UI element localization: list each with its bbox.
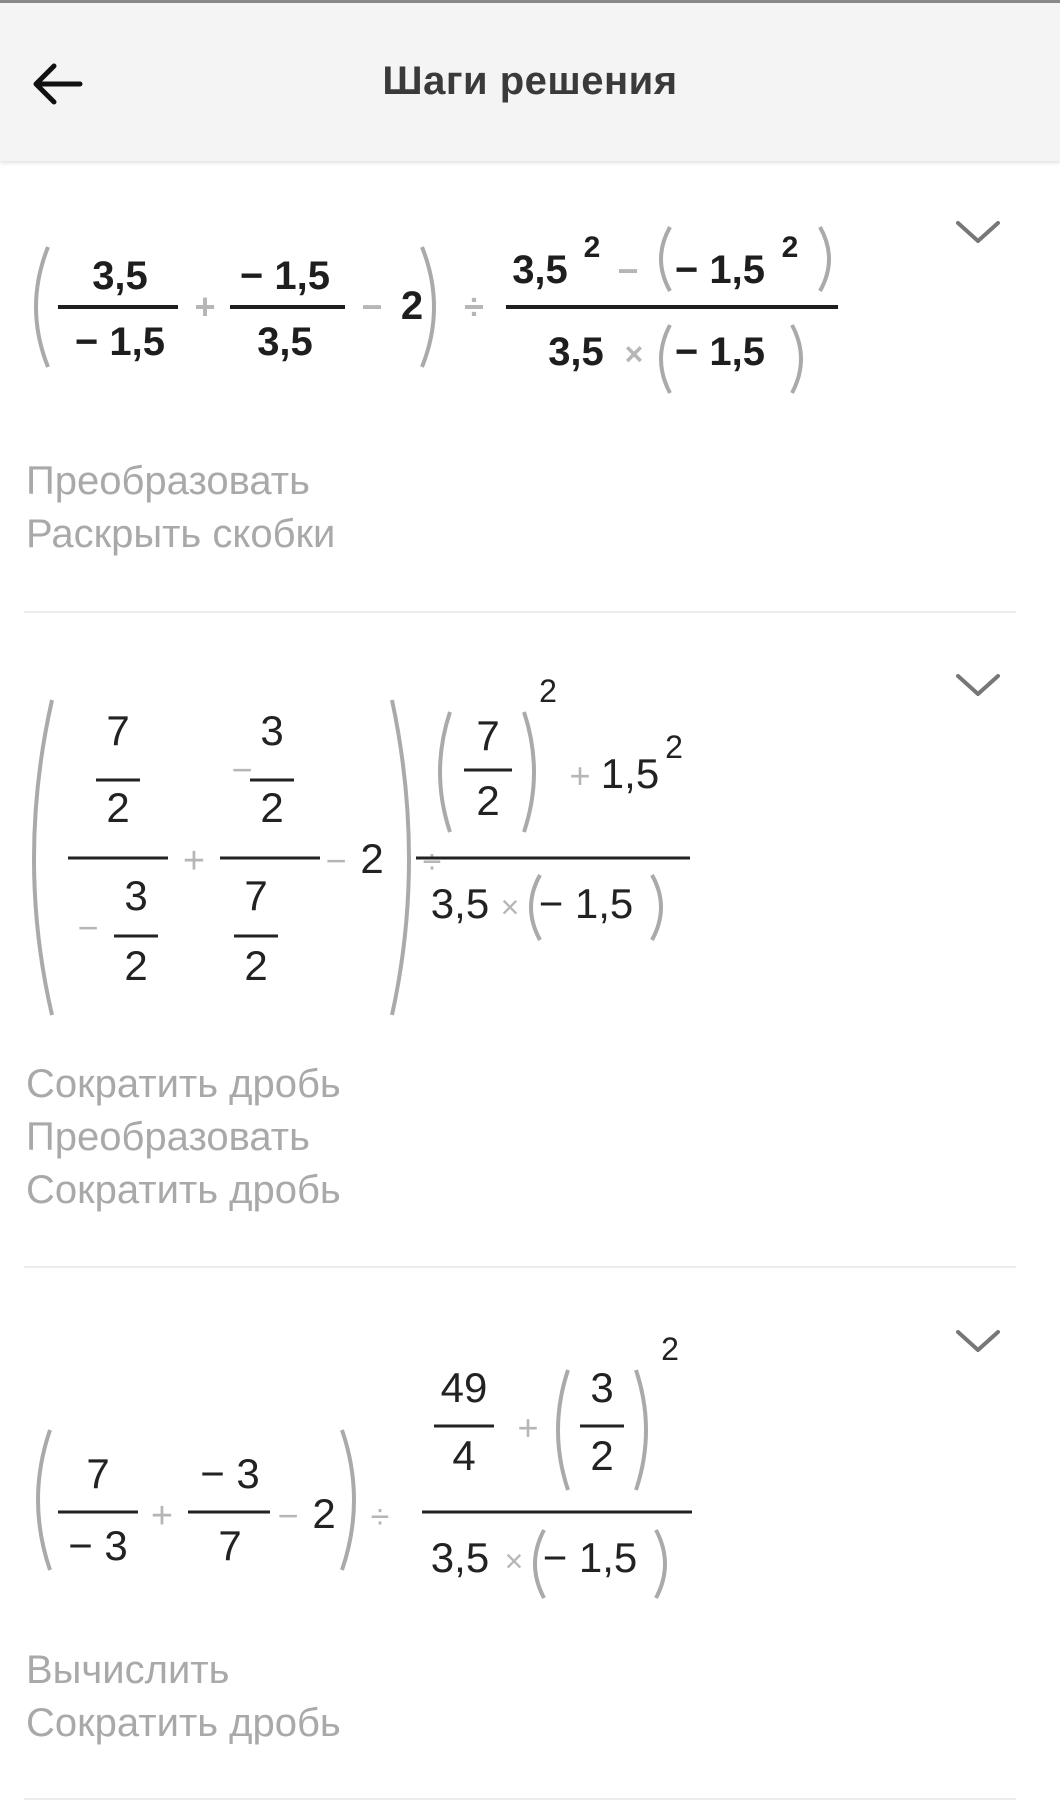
exponent: 2 [539, 673, 557, 709]
number: − 1,5 [542, 1534, 638, 1581]
minus-sign: − [277, 1495, 299, 1536]
minus-sign: − [617, 250, 639, 291]
right-paren [652, 875, 661, 940]
page-title: Шаги решения [382, 59, 678, 103]
right-paren [392, 700, 409, 1015]
base: 3,5 [512, 248, 568, 292]
step-expression [20, 670, 820, 1040]
step-expression [20, 215, 850, 425]
minus-sign: − [361, 286, 383, 327]
divide-sign: ÷ [422, 843, 442, 881]
frac-denominator: − 1,5 [74, 320, 166, 364]
step-actions [26, 455, 335, 561]
frac-denominator: 4 [452, 1432, 476, 1479]
frac-numerator: 7 [476, 712, 500, 759]
right-paren [820, 227, 829, 291]
right-paren [792, 325, 801, 393]
left-paren [661, 325, 670, 393]
frac-numerator: 7 [86, 1450, 110, 1497]
plus-sign: + [517, 1407, 539, 1448]
left-paren [34, 700, 52, 1015]
frac-denominator: 2 [590, 1432, 614, 1479]
step-action[interactable]: Сократить дробь [26, 1168, 341, 1212]
frac-numerator: 3 [124, 872, 148, 919]
exponent: 2 [665, 729, 683, 765]
minus-sign: − [325, 840, 347, 881]
divider [24, 1266, 1016, 1268]
frac-numerator: − 1,5 [239, 254, 331, 298]
left-paren [558, 1370, 568, 1490]
left-paren [38, 1430, 50, 1570]
frac-denominator: 2 [260, 784, 284, 831]
times-sign: × [624, 336, 644, 372]
left-paren [36, 247, 48, 367]
step-action[interactable]: Сократить дробь [26, 1701, 341, 1745]
plus-sign: + [569, 755, 591, 796]
times-sign: × [500, 889, 520, 925]
step-actions [26, 1644, 341, 1750]
app-bar [0, 3, 1060, 161]
step-action[interactable]: Раскрыть скобки [26, 512, 336, 556]
expand-step-button[interactable] [950, 664, 1006, 704]
divide-sign: ÷ [464, 286, 484, 327]
chevron-down-icon [950, 1320, 1006, 1360]
number: − 1,5 [674, 330, 766, 374]
number: 3,5 [430, 1534, 490, 1581]
number: 3,5 [548, 330, 604, 374]
times-sign: × [504, 1543, 524, 1579]
base: − 1,5 [674, 248, 766, 292]
minus-sign: − [231, 749, 253, 790]
frac-numerator: 7 [244, 872, 268, 919]
plus-sign: + [182, 840, 206, 882]
exponent: 2 [661, 1331, 679, 1367]
divider [24, 611, 1016, 613]
frac-denominator: 3,5 [257, 320, 313, 364]
chevron-down-icon [950, 664, 1006, 704]
number: 3,5 [430, 880, 490, 927]
right-paren [636, 1370, 646, 1490]
right-paren [524, 712, 534, 832]
step-action[interactable]: Вычислить [26, 1648, 230, 1692]
right-paren [656, 1530, 665, 1598]
frac-numerator: 3 [260, 707, 284, 754]
step-action[interactable]: Сократить дробь [26, 1062, 341, 1106]
frac-numerator: 3 [590, 1364, 614, 1411]
frac-denominator: 2 [124, 942, 148, 989]
frac-numerator: 49 [440, 1364, 488, 1411]
left-paren [440, 712, 450, 832]
right-paren [342, 1430, 354, 1570]
frac-denominator: − 3 [68, 1522, 128, 1569]
base: 1,5 [600, 750, 660, 797]
left-paren [661, 227, 670, 291]
right-paren [422, 247, 434, 367]
minus-sign: − [77, 907, 99, 948]
frac-numerator: − 3 [200, 1450, 260, 1497]
frac-denominator: 2 [106, 784, 130, 831]
number: 2 [312, 1490, 336, 1537]
chevron-down-icon [950, 211, 1006, 251]
plus-sign: + [194, 286, 216, 327]
exponent: 2 [583, 231, 601, 264]
number: − 1,5 [538, 880, 634, 927]
frac-numerator: 7 [106, 707, 130, 754]
exponent: 2 [781, 231, 799, 264]
step-expression [20, 1330, 740, 1610]
frac-numerator: 3,5 [92, 254, 148, 298]
frac-denominator: 2 [244, 942, 268, 989]
frac-denominator: 7 [218, 1522, 242, 1569]
divide-sign: ÷ [370, 1498, 390, 1536]
step-action[interactable]: Преобразовать [26, 1115, 310, 1159]
expand-step-button[interactable] [950, 211, 1006, 251]
number: 2 [400, 284, 424, 328]
step-action[interactable]: Преобразовать [26, 459, 310, 503]
number: 2 [360, 835, 384, 882]
plus-sign: + [150, 1495, 174, 1537]
divider [24, 1798, 1016, 1800]
step-actions [26, 1058, 341, 1217]
frac-denominator: 2 [476, 777, 500, 824]
expand-step-button[interactable] [950, 1320, 1006, 1360]
